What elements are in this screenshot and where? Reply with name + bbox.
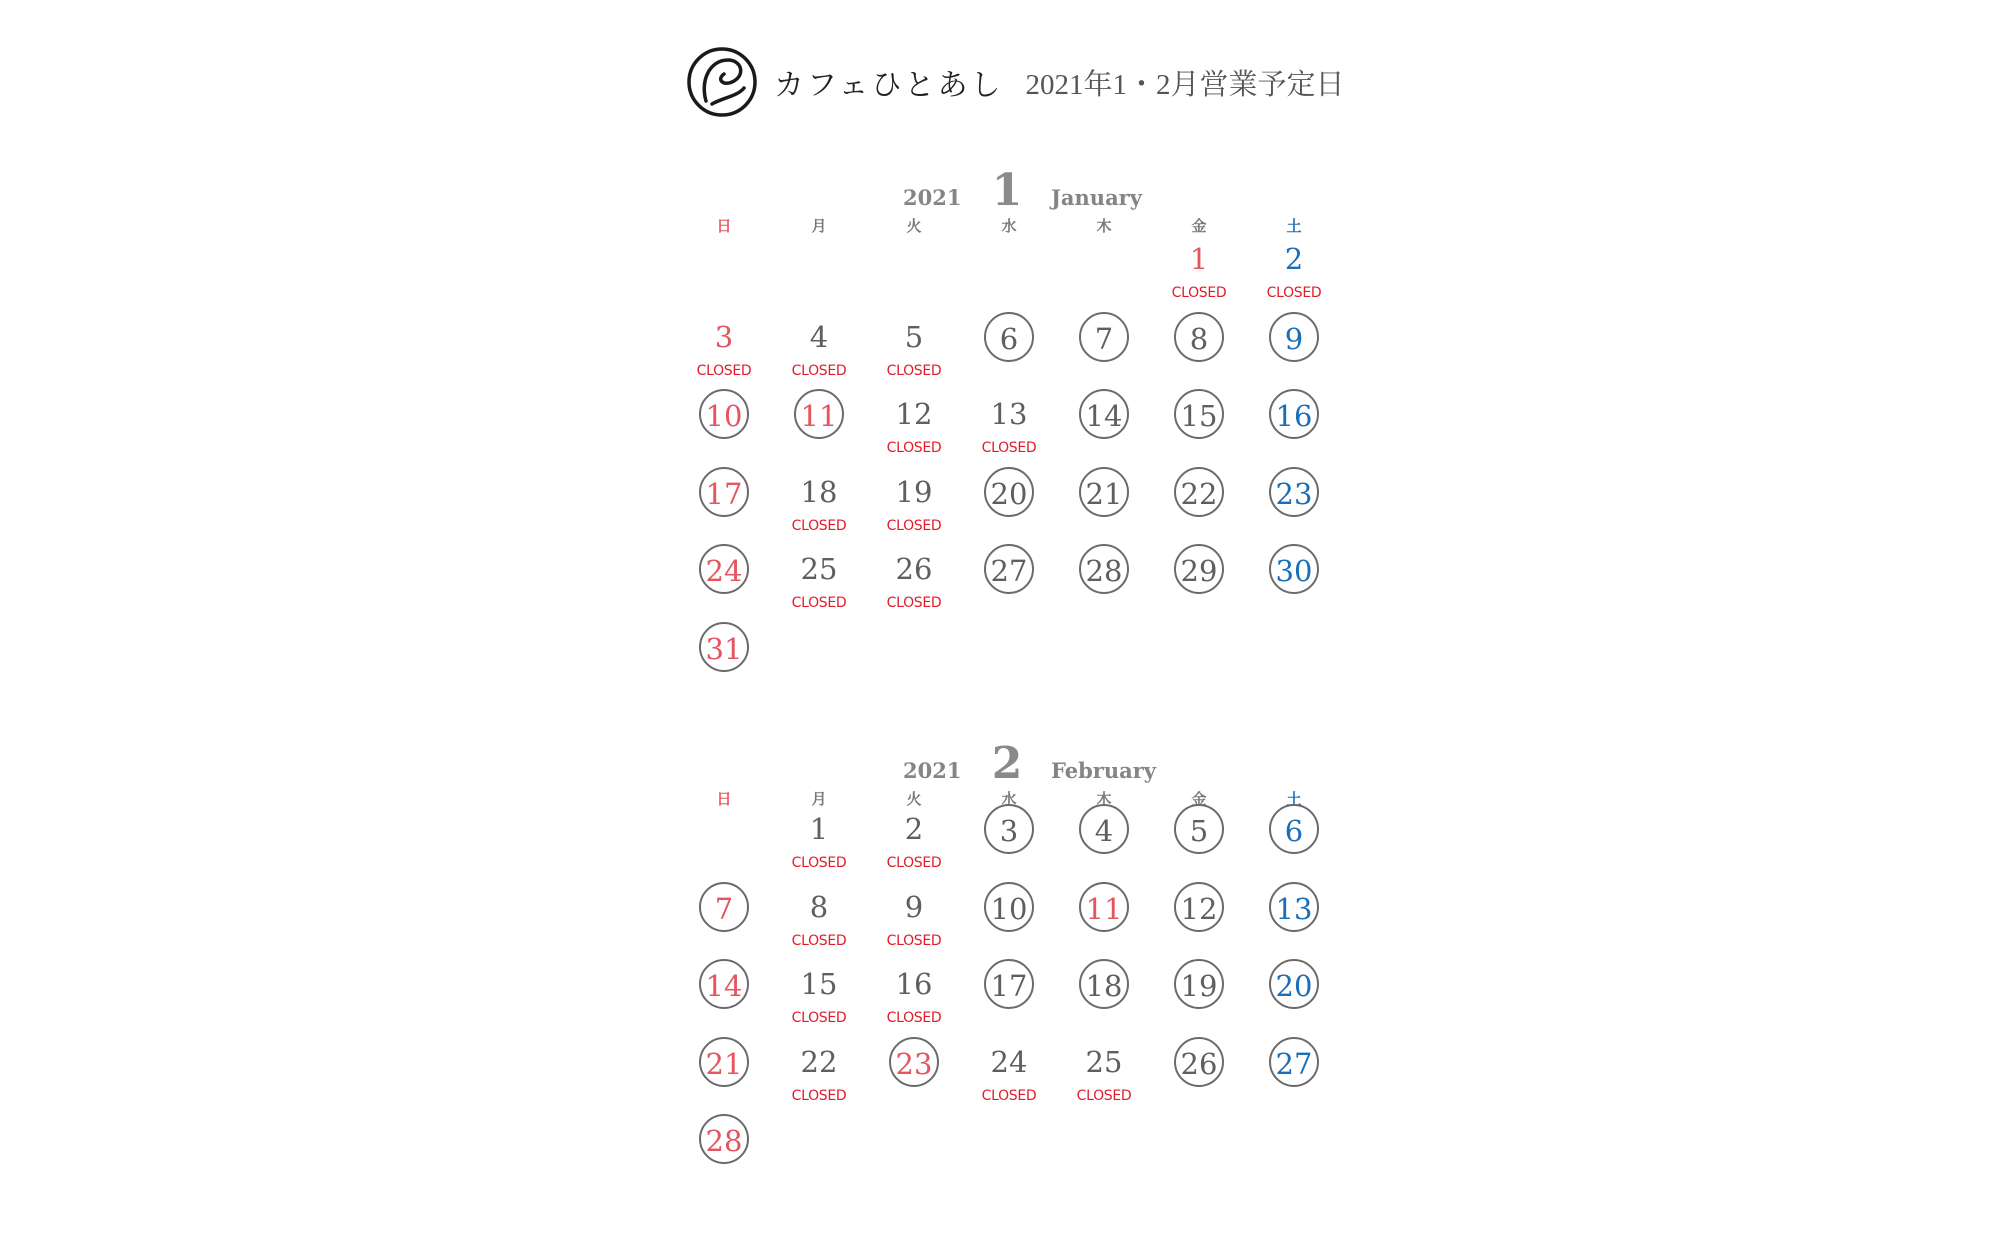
day-cell — [1249, 467, 1339, 517]
day-number: 25 — [1085, 1044, 1123, 1079]
closed-label: CLOSED — [791, 1087, 847, 1104]
day-number: 1 — [809, 812, 829, 846]
day-cell — [964, 312, 1054, 362]
day-number-open: 7 — [699, 882, 749, 932]
calendar-title: 2021年1・2月営業予定日 — [1025, 68, 1345, 101]
day-number: 9 — [904, 889, 924, 924]
day-number-open: 18 — [1079, 959, 1129, 1009]
day-cell — [1249, 312, 1339, 362]
day-cell — [1249, 959, 1339, 1009]
closed-label: CLOSED — [791, 595, 847, 611]
day-number-open: 4 — [1079, 804, 1129, 854]
cafe-name: カフェひとあし — [774, 68, 1004, 103]
day-cell — [679, 882, 769, 932]
day-cell — [964, 959, 1054, 1009]
day-number: 26 — [895, 552, 933, 586]
day-number: 4 — [809, 319, 829, 354]
day-cell — [964, 544, 1054, 594]
day-cell — [1059, 544, 1149, 594]
day-number: 15 — [800, 967, 838, 1001]
day-cell — [869, 882, 959, 949]
closed-label: CLOSED — [791, 1010, 847, 1026]
weekday-label: 土 — [1286, 217, 1302, 235]
weekday-label: 土 — [1286, 790, 1302, 808]
weekday-label: 金 — [1191, 790, 1207, 808]
day-cell — [1059, 389, 1149, 439]
day-cell — [774, 467, 864, 534]
weekday-label: 木 — [1096, 790, 1112, 808]
day-cell — [964, 389, 1054, 456]
closed-label: CLOSED — [1266, 285, 1322, 301]
day-cell — [869, 959, 959, 1026]
month-number: 1 — [991, 165, 1023, 216]
weekday-header-january — [0, 215, 2000, 235]
header — [686, 44, 1345, 120]
day-number-open: 16 — [1269, 389, 1319, 439]
month-name: January — [1051, 185, 1142, 210]
day-cell — [1154, 544, 1244, 594]
day-number-open: 5 — [1174, 804, 1224, 854]
day-number-open: 21 — [1079, 467, 1129, 517]
day-number-open: 11 — [794, 389, 844, 439]
day-number-open: 6 — [984, 312, 1034, 362]
closed-label: CLOSED — [791, 362, 847, 379]
day-cell — [964, 804, 1054, 854]
day-number: 8 — [809, 889, 829, 924]
day-number-open: 26 — [1174, 1037, 1224, 1087]
weekday-label: 水 — [1001, 790, 1017, 808]
day-number: 25 — [800, 552, 838, 586]
day-cell — [679, 1114, 769, 1164]
day-number-open: 23 — [889, 1037, 939, 1087]
closed-label: CLOSED — [886, 517, 942, 534]
day-number-open: 27 — [984, 544, 1034, 594]
closed-label: CLOSED — [696, 362, 752, 379]
cafe-logo-icon — [686, 46, 758, 118]
day-cell — [1059, 312, 1149, 362]
day-number-open: 20 — [1269, 959, 1319, 1009]
day-number: 24 — [990, 1044, 1028, 1079]
month-name: February — [1051, 758, 1157, 783]
day-number-open: 29 — [1174, 544, 1224, 594]
closed-label: CLOSED — [981, 440, 1037, 456]
day-cell — [679, 312, 769, 379]
closed-label: CLOSED — [886, 362, 942, 379]
day-number-open: 21 — [699, 1037, 749, 1087]
weekday-label: 木 — [1096, 217, 1112, 235]
day-cell — [1154, 312, 1244, 362]
closed-label: CLOSED — [886, 855, 942, 871]
day-number: 3 — [714, 319, 734, 354]
weekday-label: 月 — [811, 217, 827, 235]
day-cell — [679, 1037, 769, 1087]
day-number-open: 14 — [699, 959, 749, 1009]
day-cell — [1059, 959, 1149, 1009]
day-number-open: 11 — [1079, 882, 1129, 932]
day-cell — [869, 1037, 959, 1087]
day-cell — [679, 959, 769, 1009]
day-number: 18 — [800, 474, 838, 509]
day-number: 19 — [895, 474, 933, 509]
closed-label: CLOSED — [886, 595, 942, 611]
day-cell — [774, 389, 864, 439]
day-cell — [774, 804, 864, 871]
weekday-label: 水 — [1001, 217, 1017, 235]
day-number: 13 — [990, 397, 1028, 431]
month-year: 2021 — [903, 185, 962, 210]
day-cell — [1249, 882, 1339, 932]
day-cell — [679, 622, 769, 672]
day-number-open: 17 — [699, 467, 749, 517]
day-cell — [774, 544, 864, 611]
day-cell — [1154, 882, 1244, 932]
day-cell — [774, 1037, 864, 1104]
day-number-open: 14 — [1079, 389, 1129, 439]
day-cell — [679, 467, 769, 517]
day-cell — [869, 804, 959, 871]
day-number-open: 3 — [984, 804, 1034, 854]
day-cell — [869, 389, 959, 456]
day-cell — [1249, 804, 1339, 854]
day-number-open: 9 — [1269, 312, 1319, 362]
day-cell — [1249, 234, 1339, 301]
day-cell — [774, 882, 864, 949]
weekday-label: 火 — [906, 217, 922, 235]
day-cell — [964, 882, 1054, 932]
day-number-open: 8 — [1174, 312, 1224, 362]
day-number-open: 10 — [984, 882, 1034, 932]
closed-label: CLOSED — [886, 440, 942, 456]
closed-label: CLOSED — [1171, 285, 1227, 301]
day-number-open: 22 — [1174, 467, 1224, 517]
month-number: 2 — [991, 738, 1023, 789]
day-cell — [1154, 389, 1244, 439]
closed-label: CLOSED — [791, 517, 847, 534]
closed-label: CLOSED — [886, 1010, 942, 1026]
day-number-open: 17 — [984, 959, 1034, 1009]
day-cell — [869, 467, 959, 534]
day-cell — [1249, 1037, 1339, 1087]
day-number: 1 — [1189, 242, 1209, 276]
day-number-open: 6 — [1269, 804, 1319, 854]
day-number-open: 20 — [984, 467, 1034, 517]
day-number-open: 28 — [1079, 544, 1129, 594]
day-cell — [869, 544, 959, 611]
day-cell — [1154, 959, 1244, 1009]
day-number: 5 — [904, 319, 924, 354]
day-number: 12 — [895, 397, 933, 431]
day-number: 2 — [904, 812, 924, 846]
closed-label: CLOSED — [981, 1087, 1037, 1104]
closed-label: CLOSED — [791, 855, 847, 871]
day-cell — [869, 312, 959, 379]
day-number: 22 — [800, 1044, 838, 1079]
day-number-open: 15 — [1174, 389, 1224, 439]
day-number-open: 10 — [699, 389, 749, 439]
day-number-open: 19 — [1174, 959, 1224, 1009]
day-cell — [774, 959, 864, 1026]
day-cell — [1154, 1037, 1244, 1087]
day-cell — [1059, 804, 1149, 854]
day-number-open: 23 — [1269, 467, 1319, 517]
weekday-label: 火 — [906, 790, 922, 808]
weekday-label: 金 — [1191, 217, 1207, 235]
day-number-open: 31 — [699, 622, 749, 672]
day-cell — [1249, 389, 1339, 439]
weekday-label: 日 — [716, 790, 732, 808]
day-cell — [964, 467, 1054, 517]
day-number: 16 — [895, 967, 933, 1001]
day-number-open: 28 — [699, 1114, 749, 1164]
closed-label: CLOSED — [886, 932, 942, 949]
day-cell — [1154, 234, 1244, 301]
day-cell — [1154, 804, 1244, 854]
day-cell — [679, 389, 769, 439]
day-cell — [774, 312, 864, 379]
day-number: 2 — [1284, 242, 1304, 276]
day-cell — [679, 544, 769, 594]
month-year: 2021 — [903, 758, 962, 783]
day-number-open: 24 — [699, 544, 749, 594]
weekday-label: 月 — [811, 790, 827, 808]
day-cell — [1059, 882, 1149, 932]
day-number-open: 7 — [1079, 312, 1129, 362]
closed-label: CLOSED — [1076, 1087, 1132, 1104]
day-number-open: 12 — [1174, 882, 1224, 932]
day-cell — [1059, 1037, 1149, 1104]
weekday-label: 日 — [716, 217, 732, 235]
day-cell — [964, 1037, 1054, 1104]
day-number-open: 13 — [1269, 882, 1319, 932]
closed-label: CLOSED — [791, 932, 847, 949]
day-cell — [1059, 467, 1149, 517]
day-cell — [1249, 544, 1339, 594]
day-number-open: 30 — [1269, 544, 1319, 594]
day-cell — [1154, 467, 1244, 517]
day-number-open: 27 — [1269, 1037, 1319, 1087]
